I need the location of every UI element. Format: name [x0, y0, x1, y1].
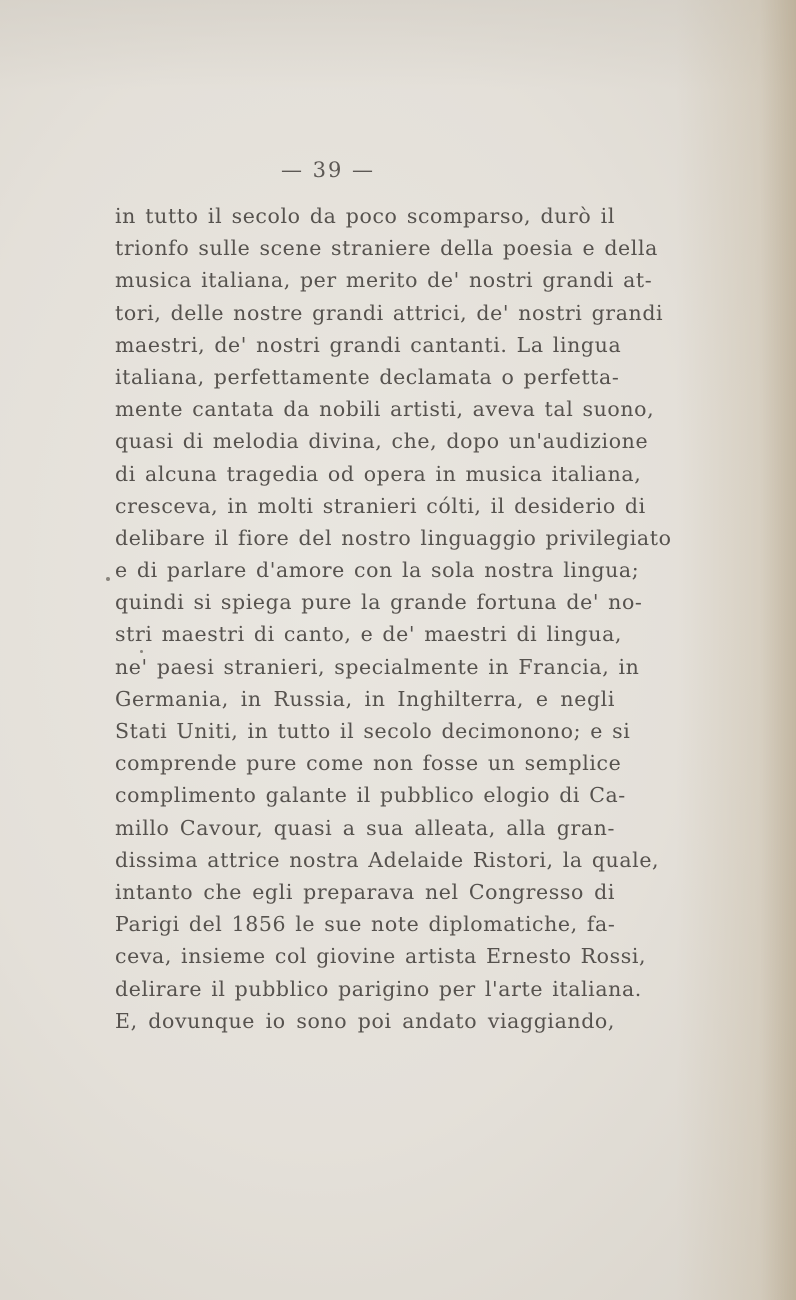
text-line-15: ne' paesi stranieri, specialmente in Francia, in — [115, 654, 640, 679]
page-edge-shading — [676, 0, 796, 1300]
text-line-5: maestri, de' nostri grandi cantanti. La lingua — [115, 332, 622, 357]
page-number: — 39 — — [280, 158, 376, 182]
text-line-7: mente cantata da nobili artisti, aveva tal suono, — [115, 397, 655, 422]
text-line-16: Germania, in Russia, in Inghilterra, e negli — [115, 686, 615, 711]
text-line-4: tori, delle nostre grandi attrici, de' nostri grandi — [115, 300, 664, 325]
text-line-1: in tutto il secolo da poco scomparso, durò il — [115, 204, 615, 228]
text-line-18: comprende pure come non fosse un semplice — [115, 751, 622, 776]
text-line-17: Stati Uniti, in tutto il secolo decimonono; e si — [115, 719, 631, 743]
text-line-2: trionfo sulle scene straniere della poesia e della — [115, 236, 658, 261]
ink-speck — [106, 577, 110, 581]
text-line-19: complimento galante il pubblico elogio di Ca- — [115, 783, 626, 808]
text-line-24: ceva, insieme col giovine artista Ernesto Rossi, — [115, 944, 647, 969]
body-text — [115, 200, 672, 1037]
text-line-23: Parigi del 1856 le sue note diplomatiche, fa- — [115, 912, 616, 937]
text-line-26: E, dovunque io sono poi andato viaggiando, — [115, 1008, 615, 1033]
text-line-20: millo Cavour, quasi a sua alleata, alla gran- — [115, 815, 615, 840]
text-line-14: stri maestri di canto, e de' maestri di lingua, — [115, 622, 623, 647]
text-line-21: dissima attrice nostra Adelaide Ristori, la quale, — [115, 847, 660, 872]
text-line-10: cresceva, in molti stranieri cólti, il desiderio di — [115, 493, 646, 518]
text-line-8: quasi di melodia divina, che, dopo un'audizione — [115, 429, 649, 454]
text-line-13: quindi si spiega pure la grande fortuna de' no- — [115, 590, 643, 615]
ink-speck — [140, 650, 143, 653]
text-line-25: delirare il pubblico parigino per l'arte italiana. — [115, 976, 642, 1001]
text-line-12: e di parlare d'amore con la sola nostra lingua; — [115, 558, 640, 583]
text-line-22: intanto che egli preparava nel Congresso di — [115, 879, 615, 904]
text-line-9: di alcuna tragedia od opera in musica italiana, — [115, 461, 642, 486]
text-line-11: delibare il fiore del nostro linguaggio privilegiato — [115, 525, 672, 550]
text-line-3: musica italiana, per merito de' nostri grandi at- — [115, 268, 653, 293]
text-line-6: italiana, perfettamente declamata o perfetta- — [115, 364, 620, 389]
